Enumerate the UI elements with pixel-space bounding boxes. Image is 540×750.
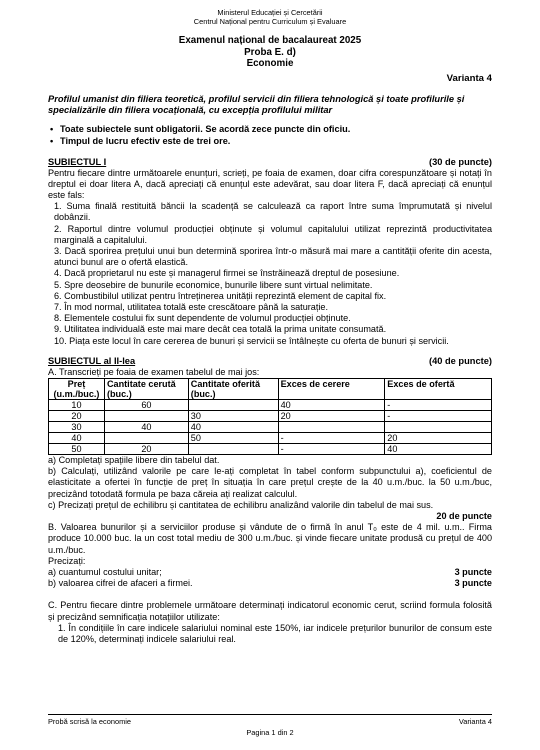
statement-item: 10. Piața este locul în care cererea de bunuri și servicii se întâlnește cu oferta de bunuri și servicii. <box>54 335 449 346</box>
table-cell: 40 <box>104 421 188 432</box>
footer-right: Varianta 4 <box>458 717 492 726</box>
table-cell <box>188 399 278 410</box>
statement-item: 7. În mod normal, utilitatea totală este crescătoare până la saturație. <box>54 301 328 312</box>
table-cell: 10 <box>49 399 105 410</box>
part-a-intro: A. Transcrieți pe foaia de examen tabelul de mai jos: <box>48 366 260 377</box>
table-cell: 60 <box>104 399 188 410</box>
profile-text: Profilul umanist din filiera teoretică, profilul servicii din filiera tehnologică și toate profilurile și specializările din filiera vocațională, cu excepția profilului militar <box>48 93 465 115</box>
table-cell: - <box>278 443 385 454</box>
subject-1-points: (30 de puncte) <box>428 156 492 167</box>
part-b-task <box>48 578 492 589</box>
subject-1-items <box>48 201 492 347</box>
table-cell <box>104 410 188 421</box>
table-cell: 40 <box>385 443 492 454</box>
rule-item: • Toate subiectele sunt obligatorii. Se acordă zece puncte din oficiu. <box>48 123 492 135</box>
part-a-task: a) Completați spațiile libere din tabelul dat. <box>48 454 220 465</box>
statement-item: 3. Dacă sporirea prețului unui bun determină sporirea într-o măsură mai mare a cantității oferite din acesta, atunci bunul are o ofertă elastică. <box>54 245 492 268</box>
part-b-task-text: a) cuantumul costului unitar; <box>48 566 162 577</box>
part-a-task: c) Precizați prețul de echilibru și cantitatea de echilibru analizând valorile din tabelul de mai sus. <box>48 499 434 510</box>
statement-item: 1. Suma finală restituită băncii la scadență se calculează ca raport între suma împrumutată și nivelul dobânzii. <box>54 201 492 223</box>
page-number: Pagina 1 din 2 <box>246 728 294 737</box>
footer-left: Probă scrisă la economie <box>48 717 131 726</box>
table-row <box>49 410 492 421</box>
col-header-excess-supply: Exces de ofertă <box>385 378 492 399</box>
table-row <box>49 443 492 454</box>
table-cell: - <box>278 432 385 443</box>
table-cell: 40 <box>278 399 385 410</box>
page-footer <box>48 714 492 737</box>
subject-1-title: SUBIECTUL I <box>48 156 107 167</box>
statement-item: 9. Utilitatea individuală este mai mare decât cea totală la prima unitate consumată. <box>54 324 387 335</box>
variant-label: Varianta 4 <box>446 72 492 84</box>
table-header-row <box>49 378 492 399</box>
statement-item: 2. Raportul dintre volumul producției obținute și volumul capitalului utilizat reprezintă productivitatea marginală a capitalului. <box>54 223 492 245</box>
table-cell: 20 <box>104 443 188 454</box>
part-c-item: 1. În condițiile în care indicele salariului nominal este 150%, iar indicele prețurilor bunurilor de consum este de 120%, determinați indicele salariului real. <box>58 622 492 644</box>
statement-item: 4. Dacă proprietarul nu este și managerul firmei se înstrăinează dreptul de posesiune. <box>54 268 400 279</box>
table-cell: 50 <box>188 432 278 443</box>
col-header-demand: Cantitate cerută (buc.) <box>104 378 188 399</box>
table-cell <box>278 421 385 432</box>
center-name: Centrul Național pentru Curriculum și Evaluare <box>193 17 347 26</box>
part-c-intro: C. Pentru fiecare dintre problemele următoare determinați indicatorul economic cerut, scriind formula folosită și precizând semnificația notațiilor utilizate: <box>48 600 492 622</box>
part-b-task-points: 3 puncte <box>454 566 492 577</box>
rules-list <box>48 123 492 147</box>
exam-title-line3: Economie <box>246 58 294 69</box>
table-cell: 20 <box>49 410 105 421</box>
table-cell: - <box>385 410 492 421</box>
statement-item: 6. Combustibilul utilizat pentru întreținerea unității reprezintă element de capital fix. <box>54 290 387 301</box>
exam-title <box>48 35 492 70</box>
table-cell <box>104 432 188 443</box>
table-cell <box>188 443 278 454</box>
part-a-task: b) Calculați, utilizând valorile pe care le-ați completat în tabel conform subpunctului a), coeficientul de elasticitate a ofertei în funcție de preț în situația în care prețul crește de la 40 u.m./buc. la 50 u.m./buc, precizând totodată formula pe baza căreia ați realizat calculul. <box>48 466 492 499</box>
table-cell: 30 <box>188 410 278 421</box>
part-b-task-points: 3 puncte <box>454 578 492 589</box>
part-b-specify: Precizați: <box>48 555 86 566</box>
subject-1-heading <box>48 157 492 168</box>
col-header-excess-demand: Exces de cerere <box>278 378 385 399</box>
statement-item: 8. Elementele costului fix sunt dependente de volumul producției obținute. <box>54 313 351 324</box>
table-row <box>49 421 492 432</box>
footer-row <box>48 717 492 726</box>
table-cell: 20 <box>385 432 492 443</box>
table-row <box>49 432 492 443</box>
subject-2-heading <box>48 356 492 367</box>
part-a-points: 20 de puncte <box>436 510 492 521</box>
subject-1-intro: Pentru fiecare dintre următoarele enunțuri, scrieți, pe foaia de examen, doar cifra corespunzătoare și notați în dreptul ei doar litera A, dacă apreciați că enunțul este adevărat, sau doar litera F, dacă apreciați că enunțul este fals: <box>48 167 492 200</box>
table-cell: 30 <box>49 421 105 432</box>
table-cell: 20 <box>278 410 385 421</box>
table-cell <box>385 421 492 432</box>
exam-title-line2: Proba E. d) <box>244 46 296 58</box>
subject-2-points: (40 de puncte) <box>428 355 492 366</box>
part-b-task-text: b) valoarea cifrei de afaceri a firmei. <box>48 578 193 589</box>
col-header-price: Preț (u.m./buc.) <box>49 378 105 399</box>
page-header <box>48 8 492 26</box>
exam-title-line1: Examenul național de bacalaureat 2025 <box>178 35 362 46</box>
table-cell: - <box>385 399 492 410</box>
subject-2-title: SUBIECTUL al II-lea <box>48 355 136 366</box>
table-cell: 40 <box>188 421 278 432</box>
exam-page <box>48 0 492 645</box>
table-cell: 40 <box>49 432 105 443</box>
rule-item: • Timpul de lucru efectiv este de trei ore. <box>48 135 492 147</box>
part-b-intro: B. Valoarea bunurilor și a serviciilor produse și vândute de o firmă în anul T₀ este de 4 mil. u.m.. Firma produce 10.000 buc. la un cost total mediu de 300 u.m./buc. și vinde fiecare unitate produsă cu prețul de 400 u.m./buc. <box>48 522 492 555</box>
table-row <box>49 399 492 410</box>
col-header-supply: Cantitate oferită (buc.) <box>188 378 278 399</box>
table-cell: 50 <box>49 443 105 454</box>
ministry-name: Ministerul Educației și Cercetării <box>217 8 323 17</box>
statement-item: 5. Spre deosebire de bunurile economice, bunurile libere sunt virtual nelimitate. <box>54 279 373 290</box>
market-table <box>48 378 492 455</box>
part-b-task <box>48 567 492 578</box>
